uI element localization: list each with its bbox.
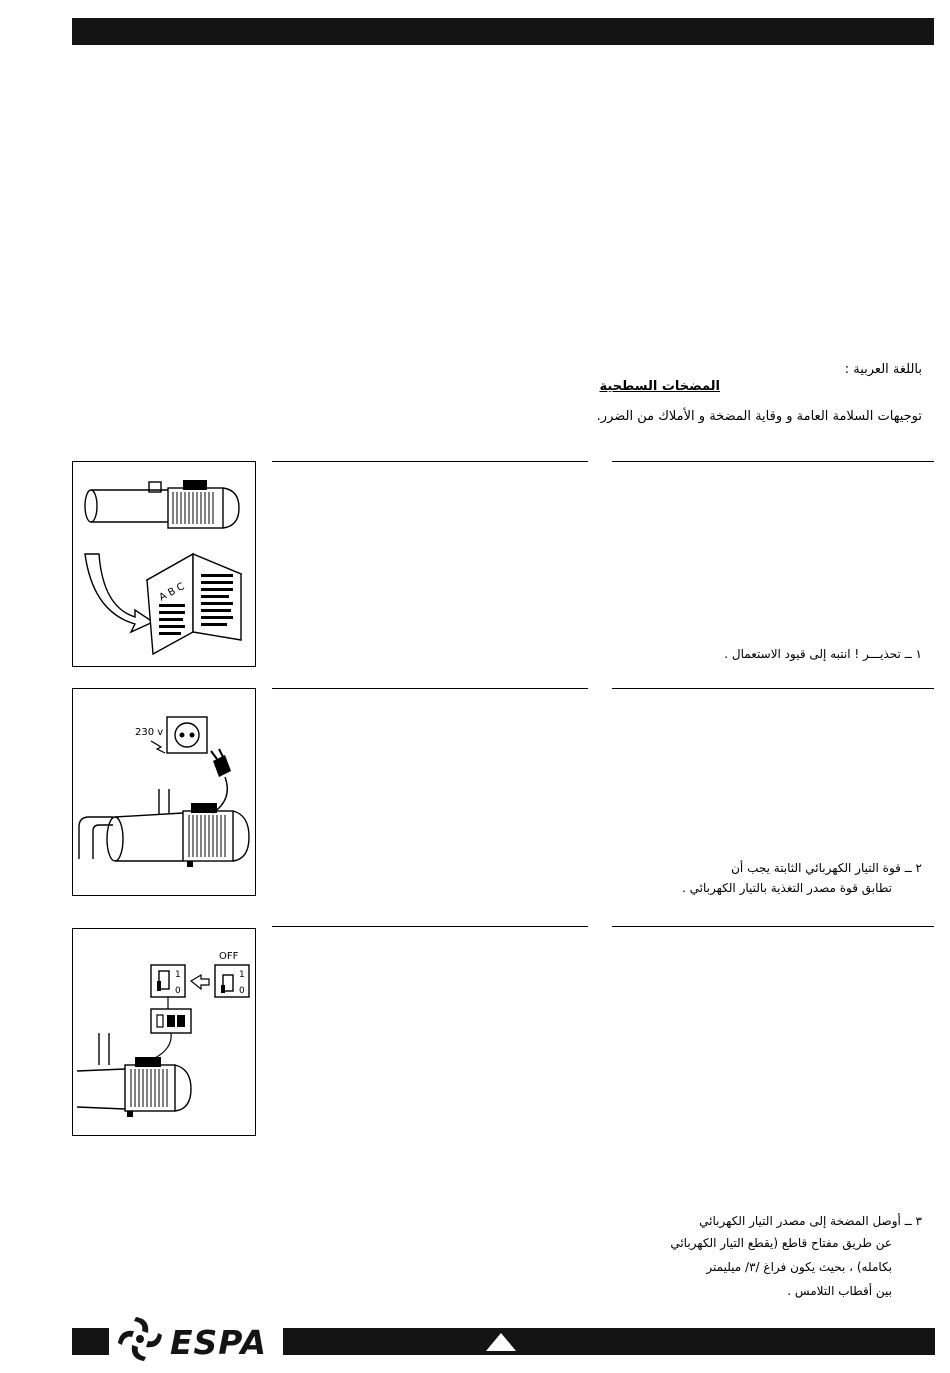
- off-label: OFF: [219, 951, 239, 962]
- manual-letters: A B C: [157, 581, 187, 604]
- footer-bar-right: [283, 1328, 935, 1355]
- step-line: ٣ ــ أوصل المضخة إلى مصدر التيار الكهربائي: [699, 1214, 922, 1228]
- step-1-text: [724, 643, 922, 665]
- switch-on-label: 1: [175, 970, 181, 980]
- step-line: عن طريق مفتاح قاطع (يقطع التيار الكهربائي: [670, 1236, 892, 1250]
- voltage-label: 230 v: [135, 727, 164, 738]
- pump-power-socket-figure-icon: [73, 689, 255, 895]
- figure-frame: [72, 461, 256, 667]
- switch-on-label: 1: [239, 970, 245, 980]
- column-rule: [612, 688, 934, 689]
- brand-logo-text: ESPA: [170, 1323, 268, 1362]
- step-line: بكامله) ، بحيث يكون فراغ /٣/ ميليمتر: [706, 1260, 892, 1274]
- column-rule: [272, 688, 588, 689]
- column-rule: [272, 926, 588, 927]
- switch-off-state: 0: [239, 986, 245, 996]
- column-rule: [272, 461, 588, 462]
- switch-off-state: 0: [175, 986, 181, 996]
- figure-frame: [72, 928, 256, 1136]
- step-line: ٢ ــ قوة التيار الكهربائي الثابتة يجب أن: [731, 861, 922, 875]
- step-line: بين أقطاب التلامس .: [787, 1284, 892, 1298]
- up-triangle-icon[interactable]: [484, 1331, 518, 1353]
- step-line: تطابق قوة مصدر التغذية بالتيار الكهربائي .: [682, 881, 892, 895]
- figure-frame: [72, 688, 256, 896]
- pump-switch-figure-icon: [73, 929, 255, 1135]
- column-rule: [612, 926, 934, 927]
- step-line: ١ ــ تحذيـــر ! انتبه إلى قيود الاستعمال .: [724, 647, 922, 661]
- intro-text: توجيهات السلامة العامة و وقاية المضخة و الأملاك من الضرر.: [596, 409, 922, 424]
- language-label: باللغة العربية :: [844, 362, 922, 377]
- top-bar: [72, 18, 934, 45]
- footer-bar-left: [72, 1328, 109, 1355]
- section-title: المضخات السطحية: [599, 379, 720, 394]
- step-3-text: [670, 1210, 922, 1302]
- pump-manual-figure-icon: [73, 462, 255, 666]
- step-2-text: [682, 858, 922, 898]
- column-rule: [612, 461, 934, 462]
